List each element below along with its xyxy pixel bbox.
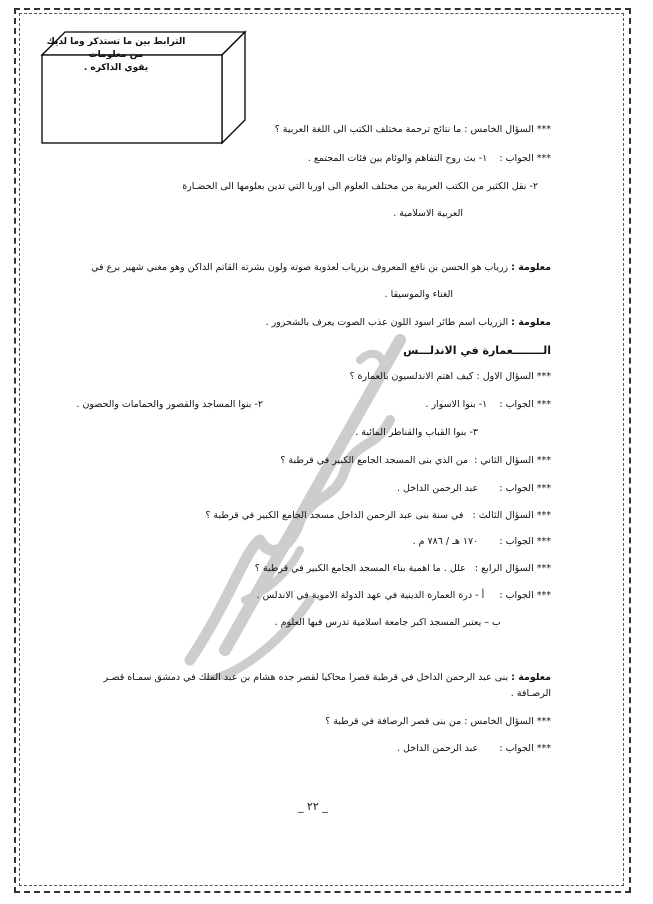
q4-question: *** السؤال الرابع : علل . ما اهمية بناء المسجد الجامع الكبير في قرطبة ؟: [254, 563, 551, 574]
note-line-1: الترابط بين ما تستذكر وما لديك من معلومات: [46, 37, 186, 60]
q4-answer-2: ب – يعتبر المسجد اكبر جامعة اسلامية تدرس فيها العلوم .: [274, 617, 501, 628]
note-box-text: [42, 36, 190, 75]
info-zaryab-line-1: معلومة : زرياب هو الحسن بن نافع المعروف بزرياب لعذوبة صوته ولون بشرته القاتم الداكن وهو مغني شهير برع في: [91, 262, 551, 273]
page-number: _ ٢٢ _: [298, 800, 328, 813]
q1-answer-3: ٣- بنوا القباب والقناطر المائية .: [355, 427, 478, 438]
info-rusafa-line-2: الرصـافة .: [510, 688, 551, 699]
q5a-answer-2-cont: العربية الاسلامية .: [393, 208, 463, 219]
q5b-answer: *** الجواب : عبد الرحمن الداخل .: [397, 743, 551, 754]
q2-answer: *** الجواب : عبد الرحمن الداخل .: [397, 483, 551, 494]
q1-answer-2: ٢- بنوا المساجد والقصور والحمامات والحصون .: [76, 399, 263, 410]
q2-question: *** السؤال الثاني : من الذي بنى المسجد الجامع الكبير في قرطبة ؟: [280, 455, 551, 466]
q5b-question: *** السؤال الخامس : من بنى قصر الرصافة في قرطبة ؟: [325, 716, 551, 727]
q4-answer-1: *** الجواب : أ - درة العمارة الدينية في عهد الدولة الاموية في الاندلس .: [256, 590, 551, 601]
q5a-question: *** السؤال الخامس : ما نتائج ترجمة مختلف الكتب الى اللغة العربية ؟: [274, 124, 551, 135]
info-zaryab-bird: معلومة : الزرياب اسم طائر اسود اللون عذب الصوت يعرف بالشحرور .: [265, 317, 551, 328]
q5a-answer-1: *** الجواب : ١- بث روح التفاهم والوئام بين فئات المجتمع .: [307, 153, 551, 164]
q3-question: *** السؤال الثالث : في سنة بنى عبد الرحمن الداخل مسجد الجامع الكبير في قرطبة ؟: [205, 510, 551, 521]
q1-question: *** السؤال الاول : كيف اهتم الاندلسيون بالعمارة ؟: [349, 371, 551, 382]
q1-answer-1: *** الجواب : ١- بنوا الاسوار .: [425, 399, 551, 410]
section-title: الــــــــعمارة في الاندلـــس: [403, 344, 551, 357]
q5a-answer-2: ٢- نقل الكثير من الكتب العربية من مختلف العلوم الى اوربا التي تدين بعلومها الى الحضـارة: [182, 181, 538, 192]
q3-answer: *** الجواب : ١٧٠ هـ / ٧٨٦ م .: [412, 536, 551, 547]
info-rusafa-line-1: معلومة : بنى عبد الرحمن الداخل في قرطبة قصرا محاكيا لقصر جده هشام بن عبد الملك في دمشق سمـاه قصـر: [103, 672, 551, 683]
info-zaryab-line-2: الغناء والموسيقا .: [384, 289, 453, 300]
note-line-2: يقوي الذاكره .: [83, 63, 149, 73]
